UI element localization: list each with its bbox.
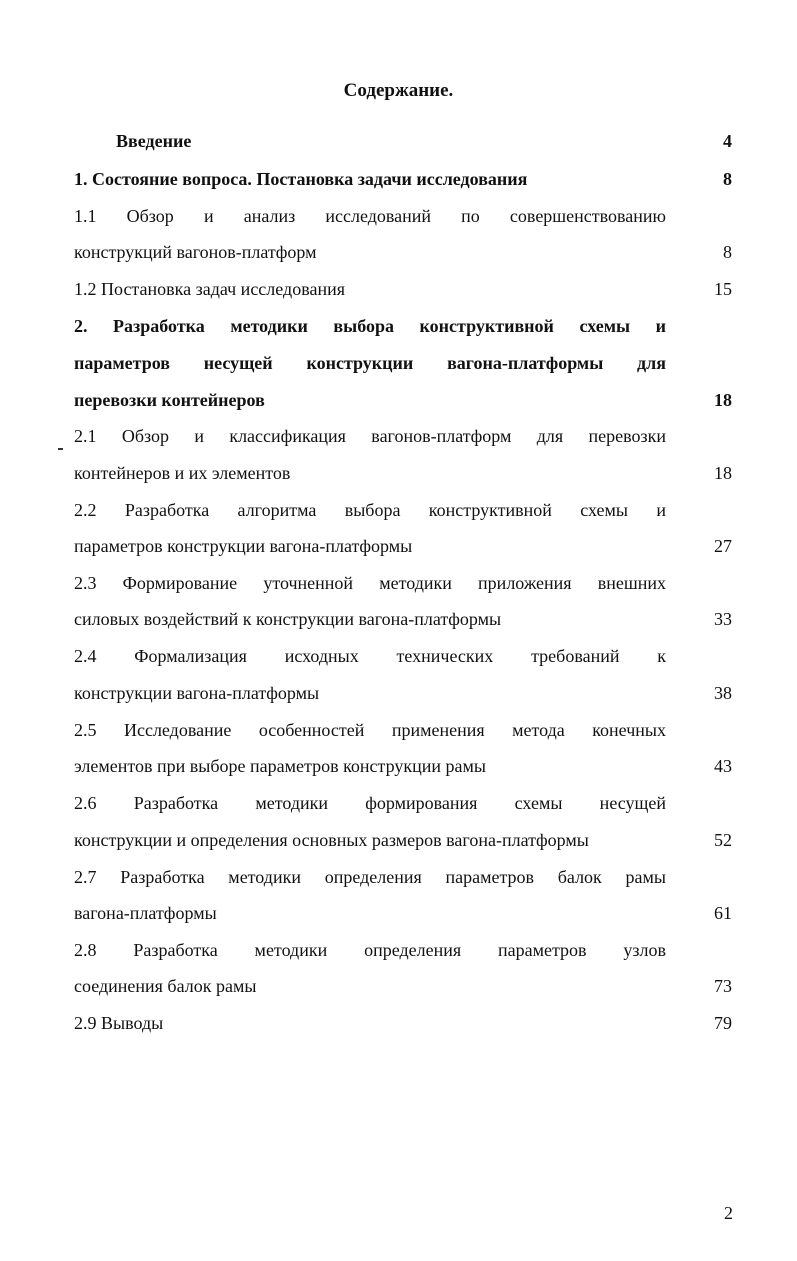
toc-entry-page: 18 [714,390,732,410]
toc-entry-line: 2.8 Разработка методики определения параметров узлов [74,940,666,960]
toc-entry-page: 43 [714,756,732,776]
toc-entry-page: 8 [723,242,732,262]
toc-entry-line: 1.1 Обзор и анализ исследований по совершенствованию [74,206,666,226]
toc-entry-page: 4 [723,131,732,151]
toc-entry-line: 2.5 Исследование особенностей применения метода конечных [74,720,666,740]
toc-entry-line: 2.9 Выводы [74,1013,164,1033]
margin-mark [58,448,63,450]
toc-entry-page: 61 [714,903,732,923]
toc-entry-line: перевозки контейнеров [74,390,265,410]
toc-entry-line: 1.2 Постановка задач исследования [74,279,345,299]
toc-entry-line: 2.6 Разработка методики формирования схемы несущей [74,793,666,813]
toc-entry-page: 15 [714,279,732,299]
toc-entry-line: соединения балок рамы [74,976,257,996]
toc-entry-page: 52 [714,830,732,850]
toc-entry-line: 2. Разработка методики выбора конструктивной схемы и [74,316,666,336]
toc-entry-line: конструкции и определения основных размеров вагона-платформы [74,830,589,850]
toc-entry-line: 1. Состояние вопроса. Постановка задачи исследования [74,169,528,189]
toc-entry-page: 73 [714,976,732,996]
toc-entry-page: 18 [714,463,732,483]
toc-entry-line: 2.4 Формализация исходных технических требований к [74,646,666,666]
toc-entry-line: конструкций вагонов-платформ [74,242,317,262]
page-number: 2 [724,1203,733,1223]
toc-entry-line: конструкции вагона-платформы [74,683,320,703]
toc-entry-line: Введение [116,131,192,151]
toc-entry-line: параметров конструкции вагона-платформы [74,536,413,556]
toc-entry-line: контейнеров и их элементов [74,463,291,483]
toc-entry-line: элементов при выборе параметров конструкции рамы [74,756,487,776]
toc-entry-page: 79 [714,1013,732,1033]
toc-entry-line: силовых воздействий к конструкции вагона-платформы [74,609,502,629]
toc-entry-page: 27 [714,536,732,556]
toc-entry-line: вагона-платформы [74,903,217,923]
toc-entry-line: 2.2 Разработка алгоритма выбора конструктивной схемы и [74,500,666,520]
toc-entry-page: 33 [714,609,732,629]
toc-entry-line: 2.3 Формирование уточненной методики приложения внешних [74,573,666,593]
toc-entry-line: 2.7 Разработка методики определения параметров балок рамы [74,867,666,887]
toc-entry-line: 2.1 Обзор и классификация вагонов-платформ для перевозки [74,426,666,446]
toc-entry-page: 8 [723,169,732,189]
toc-title: Содержание. [343,80,454,101]
toc-entry-page: 38 [714,683,732,703]
toc-entry-line: параметров несущей конструкции вагона-платформы для [74,353,666,373]
